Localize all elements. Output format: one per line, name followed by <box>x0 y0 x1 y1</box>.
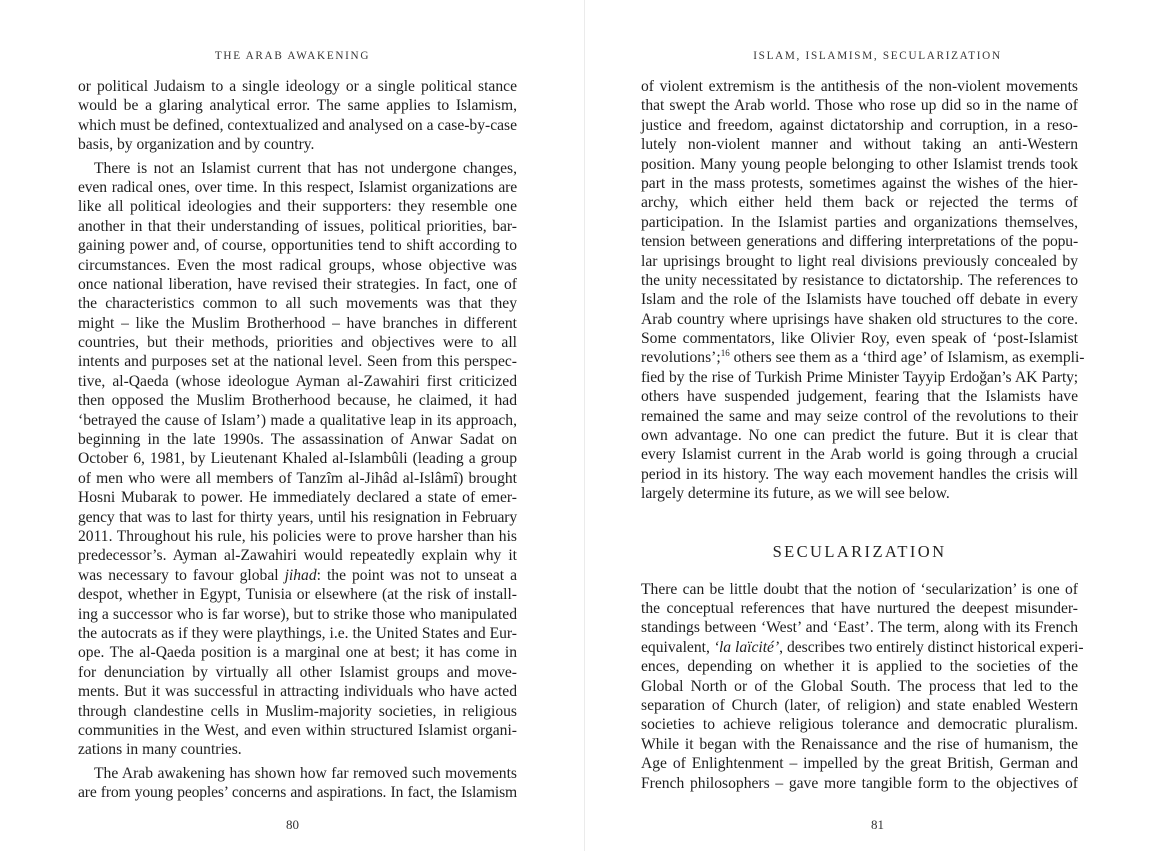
text-line: predecessor’s. Ayman al-Zawahiri would repeatedly explain why it <box>78 547 517 565</box>
text-line: Age of Enlightenment – impelled by the great British, German and <box>641 755 1078 773</box>
text-line: that swept the Arab world. Those who rose up did so in the name of <box>641 97 1078 115</box>
text-line: the conceptual references that have nurtured the deepest misunder- <box>641 599 1078 617</box>
left-body-text <box>78 77 517 802</box>
text-line: 2011. Throughout his rule, his policies were to prove harsher than his <box>78 527 517 545</box>
text-line: intents and purposes set at the national level. Seen from this perspec- <box>78 353 517 371</box>
text-line: tive, al-Qaeda (whose ideologue Ayman al-Zawahiri first criticized <box>78 372 517 390</box>
text-line: own advantage. No one can predict the future. But it is clear that <box>641 427 1078 445</box>
text-run: others see them as a ‘third age’ of Islamism, as exempli- <box>729 349 1085 367</box>
text-line: remained the same and may seize control of the revolutions to their <box>641 407 1078 425</box>
text-line: ope. The al-Qaeda position is a marginal one at best; it has come in <box>78 644 517 662</box>
text-line: zations in many countries. <box>78 741 242 759</box>
left-page-number: 80 <box>286 817 299 832</box>
right-page-number: 81 <box>871 817 884 832</box>
text-line: gaining power and, of course, opportunities tend to shift according to <box>78 237 517 255</box>
text-line: then opposed the Muslim Brotherhood because, he claimed, it had <box>78 392 517 410</box>
text-line: countries, but their methods, priorities and objectives were to all <box>78 334 517 352</box>
text-line: separation of Church (later, of religion) and state enabled Western <box>641 696 1078 714</box>
text-line: the unity necessitated by resistance to dictatorship. The references to <box>641 271 1078 289</box>
text-line-with-italic <box>641 638 1084 657</box>
text-line: others have suspended judgement, fearing that the Islamists have <box>641 388 1078 406</box>
text-line: participation. In the Islamist parties and organizations themselves, <box>641 213 1078 231</box>
text-line: lar uprisings brought to light real divisions previously concealed by <box>641 252 1078 270</box>
text-line: ‘betrayed the cause of Islam’) made a qualitative leap in its approach, <box>78 411 517 429</box>
text-line: for denunciation by virtually all other Islamist groups and move- <box>78 663 517 681</box>
text-line-with-footnote <box>641 348 1085 367</box>
text-line: French philosophers – gave more tangible form to the objectives of <box>641 774 1078 792</box>
text-line: ences, depending on whether it is applied to the societies of the <box>641 658 1078 676</box>
text-line: position. Many young people belonging to other Islamist trends took <box>641 155 1078 173</box>
text-line-with-italic <box>78 566 517 585</box>
text-line: There is not an Islamist current that has not undergone changes, <box>94 159 517 177</box>
text-line: of violent extremism is the antithesis of the non-violent movements <box>641 78 1078 95</box>
text-line: archy, which either held them back or rejected the terms of <box>641 194 1078 212</box>
text-line: every Islamist current in the Arab world is going through a crucial <box>641 446 1078 464</box>
italic-term: ‘la laïcité’ <box>713 638 780 656</box>
text-line: The Arab awakening has shown how far removed such movements <box>94 764 517 782</box>
left-running-head: THE ARAB AWAKENING <box>214 50 371 62</box>
text-line: through clandestine cells in Muslim-majority societies, in religious <box>78 702 517 720</box>
text-line: another in that their understanding of issues, political priorities, bar- <box>78 217 517 235</box>
text-line: despot, whether in Egypt, Tunisia or elsewhere (at the risk of install- <box>78 586 517 604</box>
text-line: are from young peoples’ concerns and aspirations. In fact, the Islamism <box>78 784 517 802</box>
right-running-head: ISLAM, ISLAMISM, SECULARIZATION <box>753 50 1002 62</box>
text-line: There can be little doubt that the notion of ‘secularization’ is one of <box>641 580 1078 598</box>
text-line: even radical ones, over time. In this respect, Islamist organizations are <box>78 178 517 196</box>
text-line: period in its history. The way each movement handles the crisis will <box>641 465 1078 483</box>
section-heading: SECULARIZATION <box>772 541 947 561</box>
text-line: communities in the West, and even within structured Islamist organi- <box>78 721 517 739</box>
text-line: tension between generations and differing interpretations of the popu- <box>641 233 1078 251</box>
text-line: gency that was to last for thirty years, until his resignation in February <box>78 508 517 526</box>
text-line: beginning in the late 1990s. The assassination of Anwar Sadat on <box>78 431 517 449</box>
text-line: October 6, 1981, by Lieutenant Khaled al-Islambûli (leading a group <box>78 450 517 468</box>
text-line: societies to achieve religious tolerance and democratic pluralism. <box>641 716 1078 734</box>
text-line: circumstances. Even the most radical groups, whose objective was <box>78 256 517 274</box>
text-run: , describes two entirely distinct historical experi- <box>779 638 1084 656</box>
text-line: part in the mass protests, sometimes against the wishes of the hier- <box>641 174 1078 192</box>
text-line: Hosni Mubarak to power. He immediately declared a state of emer- <box>78 489 517 507</box>
text-line: ments. But it was successful in attracting individuals who have acted <box>78 683 517 701</box>
text-line: Islam and the role of the Islamists have touched off debate in every <box>641 291 1078 309</box>
text-line: might – like the Muslim Brotherhood – have branches in different <box>78 314 517 332</box>
text-line: which must be defined, contextualized and analysed on a case-by-case <box>78 116 518 134</box>
italic-term: jihad <box>284 566 317 584</box>
text-run: revolutions’; <box>641 349 721 367</box>
text-line: once national liberation, have revised their strategies. In fact, one of <box>78 275 517 293</box>
text-run: : the point was not to unseat a <box>316 566 517 584</box>
right-page <box>585 0 1170 851</box>
text-line: Arab country where uprisings have shaken old structures to the core. <box>641 310 1078 328</box>
text-line: basis, by organization and by country. <box>78 136 315 154</box>
text-run: equivalent, <box>641 638 710 656</box>
text-line: fied by the rise of Turkish Prime Minister Tayyip Erdoğan’s AK Party; <box>641 368 1078 386</box>
text-line: ing a successor who is far worse), but to strike those who manipulated <box>78 605 517 623</box>
footnote-marker[interactable]: 16 <box>720 348 730 359</box>
text-line: like all political ideologies and their supporters: they resemble one <box>78 198 517 216</box>
text-run: was necessary to favour global <box>78 566 279 584</box>
text-line: lutely non-violent manner and without taking an anti-Western <box>641 136 1078 154</box>
text-line: of men who were all members of Tanzîm al-Jihâd al-Islâmî) brought <box>78 469 517 487</box>
text-line: justice and freedom, against dictatorship and corruption, in a reso- <box>641 116 1078 134</box>
right-body-text <box>641 77 1085 793</box>
text-line: standings between ‘West’ and ‘East’. The term, along with its French <box>641 619 1078 637</box>
text-line: the characteristics common to all such movements was that they <box>78 295 517 313</box>
text-line: or political Judaism to a single ideology or a single political stance <box>78 78 517 95</box>
text-line: the autocrats as if they were playthings, i.e. the United States and Eur- <box>78 624 517 642</box>
text-line: largely determine its future, as we will see below. <box>641 485 950 503</box>
text-line: would be a glaring analytical error. The same applies to Islamism, <box>78 97 517 115</box>
text-line: Some commentators, like Olivier Roy, even speak of ‘post-Islamist <box>641 330 1078 348</box>
text-line: While it began with the Renaissance and the rise of humanism, the <box>641 735 1078 753</box>
text-line: Global North or of the Global South. The process that led to the <box>641 677 1078 695</box>
